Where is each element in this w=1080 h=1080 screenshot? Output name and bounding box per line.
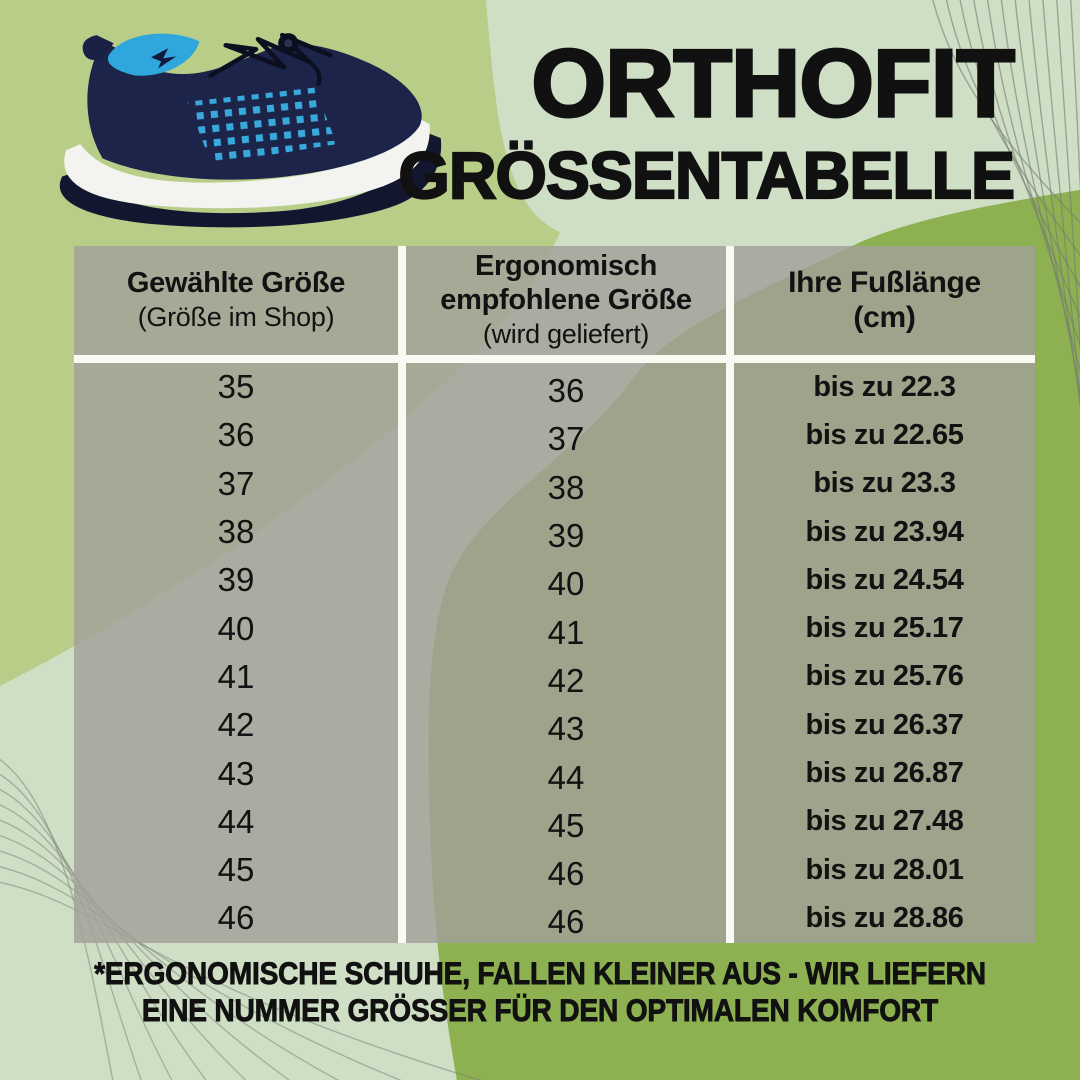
- foot-length-cell: bis zu 25.76: [805, 660, 964, 693]
- column-shop-size: [74, 246, 398, 943]
- foot-length-cell: bis zu 23.3: [813, 467, 956, 500]
- brand-title: ORTHOFIT: [531, 30, 1014, 137]
- column-divider: [726, 246, 734, 943]
- foot-length-cell: bis zu 27.48: [805, 805, 964, 838]
- column-header: [74, 246, 398, 355]
- foot-length-cell: bis zu 22.65: [805, 418, 964, 451]
- delivered-size-cell: 45: [547, 806, 585, 844]
- column-values: [734, 363, 1035, 943]
- delivered-size-cell: 38: [547, 468, 585, 506]
- footnote-line-2: EINE NUMMER GRÖSSER FÜR DEN OPTIMALEN KOMFORT: [141, 993, 939, 1029]
- foot-length-cell: bis zu 23.94: [805, 515, 964, 548]
- header-main: Ergonomisch empfohlene Größe: [440, 250, 692, 317]
- column-divider: [398, 246, 406, 943]
- shop-size-cell: 44: [217, 802, 255, 840]
- footnote-line-1: *ERGONOMISCHE SCHUHE, FALLEN KLEINER AUS - WIR LIEFERN: [94, 956, 986, 992]
- delivered-size-cell: 46: [547, 855, 585, 893]
- delivered-size-cell: 42: [547, 661, 585, 699]
- header-sub: (Größe im Shop): [137, 302, 335, 333]
- header-sub: (cm): [853, 301, 916, 335]
- shop-size-cell: 46: [217, 899, 255, 937]
- foot-length-cell: bis zu 26.37: [805, 708, 964, 741]
- shop-size-cell: 43: [217, 754, 255, 792]
- delivered-size-cell: 43: [547, 710, 585, 748]
- shop-size-cell: 45: [217, 851, 255, 889]
- shop-size-cell: 40: [217, 609, 255, 647]
- delivered-size-cell: 44: [547, 758, 585, 796]
- page-title: GRÖSSENTABELLE: [398, 138, 1014, 212]
- shoe-collar: [108, 34, 200, 76]
- footnote: [0, 956, 1080, 1030]
- size-table: [74, 246, 1035, 943]
- shop-size-cell: 41: [217, 657, 255, 695]
- delivered-size-cell: 40: [547, 565, 585, 603]
- shoe-lace-toggle-button: [284, 39, 292, 47]
- delivered-size-cell: 37: [547, 420, 585, 458]
- shop-size-cell: 38: [217, 513, 255, 551]
- shop-size-cell: 39: [217, 561, 255, 599]
- foot-length-cell: bis zu 24.54: [805, 563, 964, 596]
- shop-size-cell: 35: [217, 368, 255, 406]
- column-values: [74, 363, 398, 943]
- headline: [398, 30, 1014, 212]
- column-delivered-size: [406, 246, 726, 943]
- column-foot-length: [734, 246, 1035, 943]
- foot-length-cell: bis zu 22.3: [813, 370, 956, 403]
- header-main: Gewählte Größe: [126, 267, 346, 300]
- column-header: [734, 246, 1035, 355]
- foot-length-cell: bis zu 26.87: [805, 757, 964, 790]
- column-values: [406, 363, 726, 943]
- delivered-size-cell: 41: [547, 613, 585, 651]
- header-sub: (wird geliefert): [482, 319, 650, 350]
- foot-length-cell: bis zu 28.01: [805, 853, 964, 886]
- shop-size-cell: 42: [217, 706, 255, 744]
- foot-length-cell: bis zu 28.86: [805, 901, 964, 934]
- foot-length-cell: bis zu 25.17: [805, 612, 964, 645]
- delivered-size-cell: 39: [547, 517, 585, 555]
- delivered-size-cell: 46: [547, 903, 585, 941]
- shop-size-cell: 36: [217, 416, 255, 454]
- column-header: [406, 246, 726, 355]
- shop-size-cell: 37: [217, 464, 255, 502]
- header-main: Ihre Fußlänge: [788, 265, 981, 299]
- delivered-size-cell: 36: [547, 372, 585, 410]
